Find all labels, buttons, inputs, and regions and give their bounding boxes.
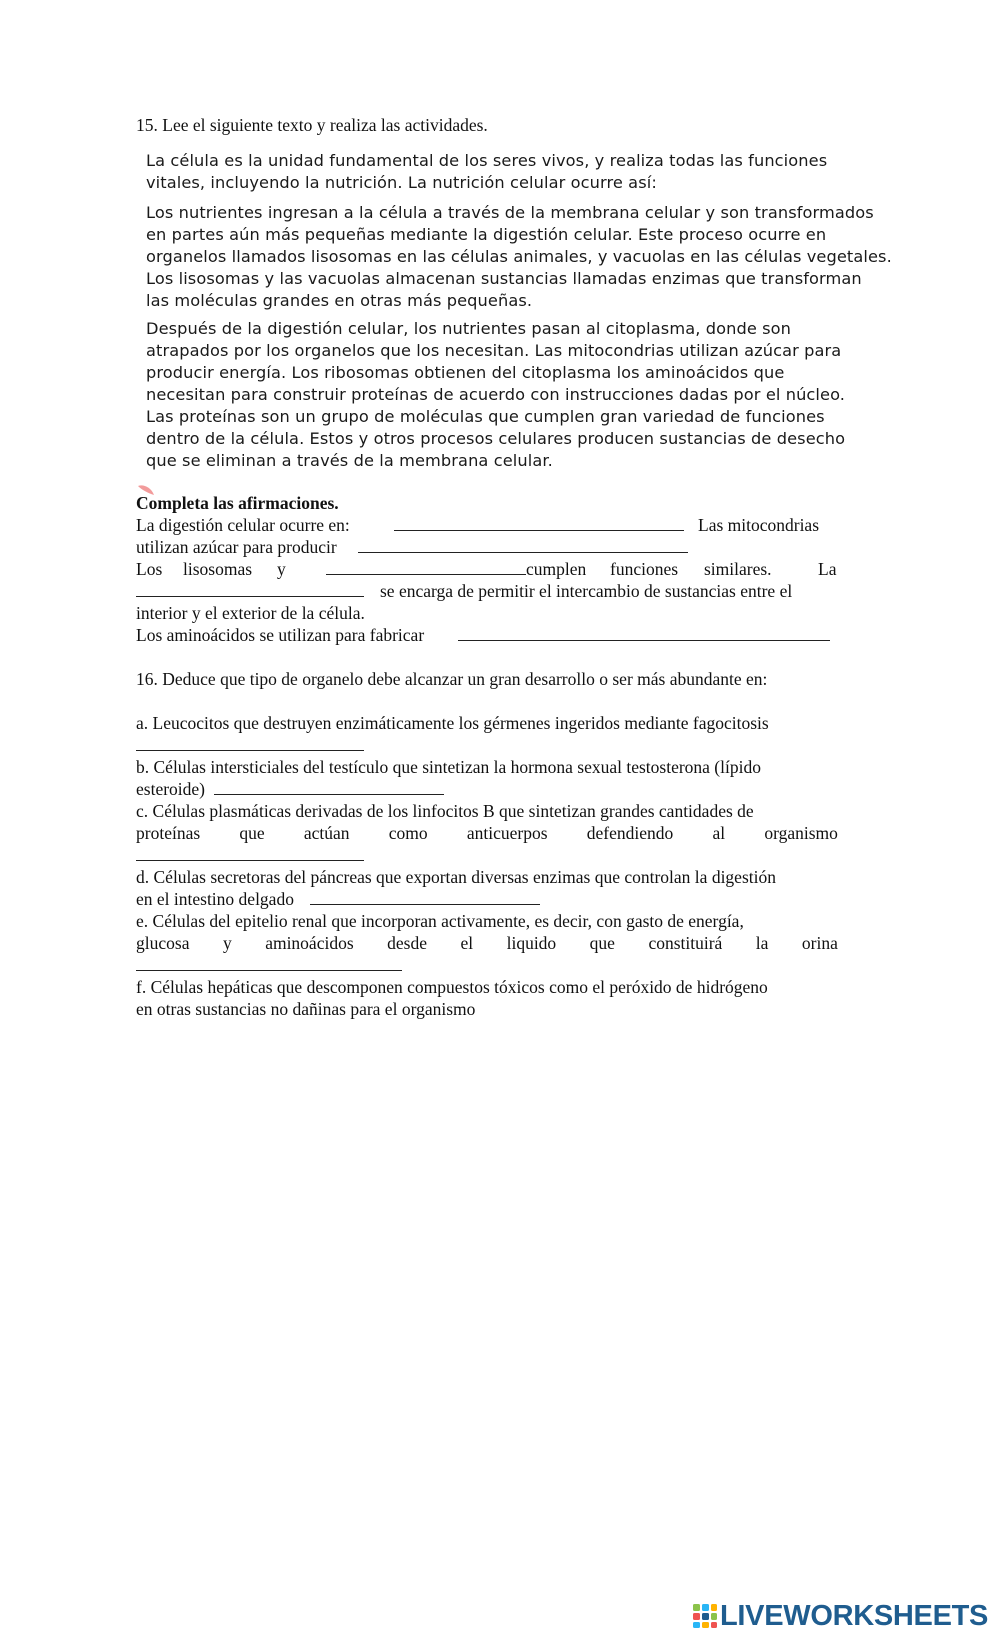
item-f-text: en otras sustancias no dañinas para el organismo <box>136 999 476 1019</box>
passage-line: dentro de la célula. Estos y otros procesos celulares producen sustancias de desecho <box>146 429 846 448</box>
item-c-word: defendiendo <box>586 823 674 843</box>
item-e-text: e. Células del epitelio renal que incorporan activamente, es decir, con gasto de energía, <box>136 911 744 931</box>
passage-line: La célula es la unidad fundamental de los seres vivos, y realiza todas las funciones <box>146 151 828 170</box>
answer-blank-d[interactable] <box>310 904 540 905</box>
item-c-text: c. Células plasmáticas derivadas de los linfocitos B que sintetizan grandes cantidades de <box>136 801 754 821</box>
answer-blank-e[interactable] <box>136 970 402 971</box>
statement-lysosomes-word: y <box>277 559 286 579</box>
item-b-text: esteroide) <box>136 779 205 799</box>
statement-mitochondria-label: Las mitocondrias <box>698 515 820 535</box>
passage-line: en partes aún más pequeñas mediante la digestión celular. Este proceso ocurre en <box>146 225 827 244</box>
liveworksheets-logo-icon <box>692 1603 718 1629</box>
answer-blank-amino-acids[interactable] <box>458 640 830 641</box>
statement-exchange-label: se encarga de permitir el intercambio de sustancias entre el <box>380 581 793 601</box>
statement-produce-label: utilizan azúcar para producir <box>136 537 337 557</box>
item-d-text: d. Células secretoras del páncreas que exportan diversas enzimas que controlan la digestión <box>136 867 776 887</box>
passage-line: atrapados por los organelos que los necesitan. Las mitocondrias utilizan azúcar para <box>146 341 842 360</box>
passage-line: Después de la digestión celular, los nutrientes pasan al citoplasma, donde son <box>146 319 792 338</box>
item-d-text: en el intestino delgado <box>136 889 294 909</box>
item-c-word: anticuerpos <box>466 823 548 843</box>
item-e-justified-line <box>136 932 838 954</box>
item-c-word: que <box>239 823 265 843</box>
statement-lysosomes-word: lisosomas <box>183 559 253 579</box>
answer-blank-similar-organelle[interactable] <box>326 574 526 575</box>
item-e-word: el <box>460 933 474 953</box>
statement-lysosomes-word: cumplen <box>526 559 587 579</box>
item-e-word: la <box>755 933 769 953</box>
answer-blank-b[interactable] <box>214 794 444 795</box>
question-16-heading: 16. Deduce que tipo de organelo debe alcanzar un gran desarrollo o ser más abundante en: <box>136 669 768 689</box>
statement-digestion-label: La digestión celular ocurre en: <box>136 515 350 535</box>
item-a-text: a. Leucocitos que destruyen enzimáticamente los gérmenes ingeridos mediante fagocitosis <box>136 713 769 733</box>
item-e-word: que <box>589 933 615 953</box>
statement-lysosomes-word: La <box>818 559 837 579</box>
item-c-word: proteínas <box>136 823 201 843</box>
passage-line: organelos llamados lisosomas en las células animales, y vacuolas en las células vegetales. <box>146 247 892 266</box>
item-e-word: glucosa <box>136 933 190 953</box>
item-e-word: constituirá <box>648 933 723 953</box>
passage-line: necesitan para construir proteínas de acuerdo con instrucciones dadas por el núcleo. <box>146 385 846 404</box>
item-e-word: desde <box>387 933 427 953</box>
passage-line: Los lisosomas y las vacuolas almacenan sustancias llamadas enzimas que transforman <box>146 269 862 288</box>
liveworksheets-brand-text: LIVEWORKSHEETS <box>720 1599 989 1632</box>
item-c-word: al <box>712 823 726 843</box>
answer-blank-digestion[interactable] <box>394 530 684 531</box>
item-c-word: actúan <box>303 823 350 843</box>
item-c-word: organismo <box>764 823 838 843</box>
statement-lysosomes-word: similares. <box>704 559 772 579</box>
item-e-word: orina <box>801 933 838 953</box>
statement-lysosomes-word: funciones <box>610 559 679 579</box>
statement-lysosomes-word: Los <box>136 559 163 579</box>
passage-line: Los nutrientes ingresan a la célula a través de la membrana celular y son transformados <box>146 203 874 222</box>
complete-statements-title: Completa las afirmaciones. <box>136 493 339 513</box>
statement-exchange-continuation: interior y el exterior de la célula. <box>136 603 365 623</box>
answer-blank-c[interactable] <box>136 860 364 861</box>
passage-line: Las proteínas son un grupo de moléculas que cumplen gran variedad de funciones <box>146 407 825 426</box>
passage-line: producir energía. Los ribosomas obtienen del citoplasma los aminoácidos que <box>146 363 785 382</box>
item-c-justified-line <box>136 822 838 844</box>
passage-line: las moléculas grandes en otras más pequeñas. <box>146 291 533 310</box>
item-e-word: liquido <box>506 933 557 953</box>
liveworksheets-logo <box>692 1601 988 1631</box>
passage-line: vitales, incluyendo la nutrición. La nutrición celular ocurre así: <box>146 173 657 192</box>
item-c-word: como <box>388 823 428 843</box>
item-f-text: f. Células hepáticas que descomponen compuestos tóxicos como el peróxido de hidrógeno <box>136 977 768 997</box>
item-e-word: y <box>222 933 232 953</box>
answer-blank-membrane[interactable] <box>136 596 364 597</box>
answer-blank-a[interactable] <box>136 750 364 751</box>
passage-line: que se eliminan a través de la membrana celular. <box>146 451 553 470</box>
statement-amino-acids-label: Los aminoácidos se utilizan para fabricar <box>136 625 425 645</box>
answer-blank-mitochondria[interactable] <box>358 552 688 553</box>
item-b-text: b. Células intersticiales del testículo que sintetizan la hormona sexual testosterona (lípido <box>136 757 761 777</box>
item-e-word: aminoácidos <box>265 933 354 953</box>
question-15-heading: 15. Lee el siguiente texto y realiza las actividades. <box>136 115 488 135</box>
